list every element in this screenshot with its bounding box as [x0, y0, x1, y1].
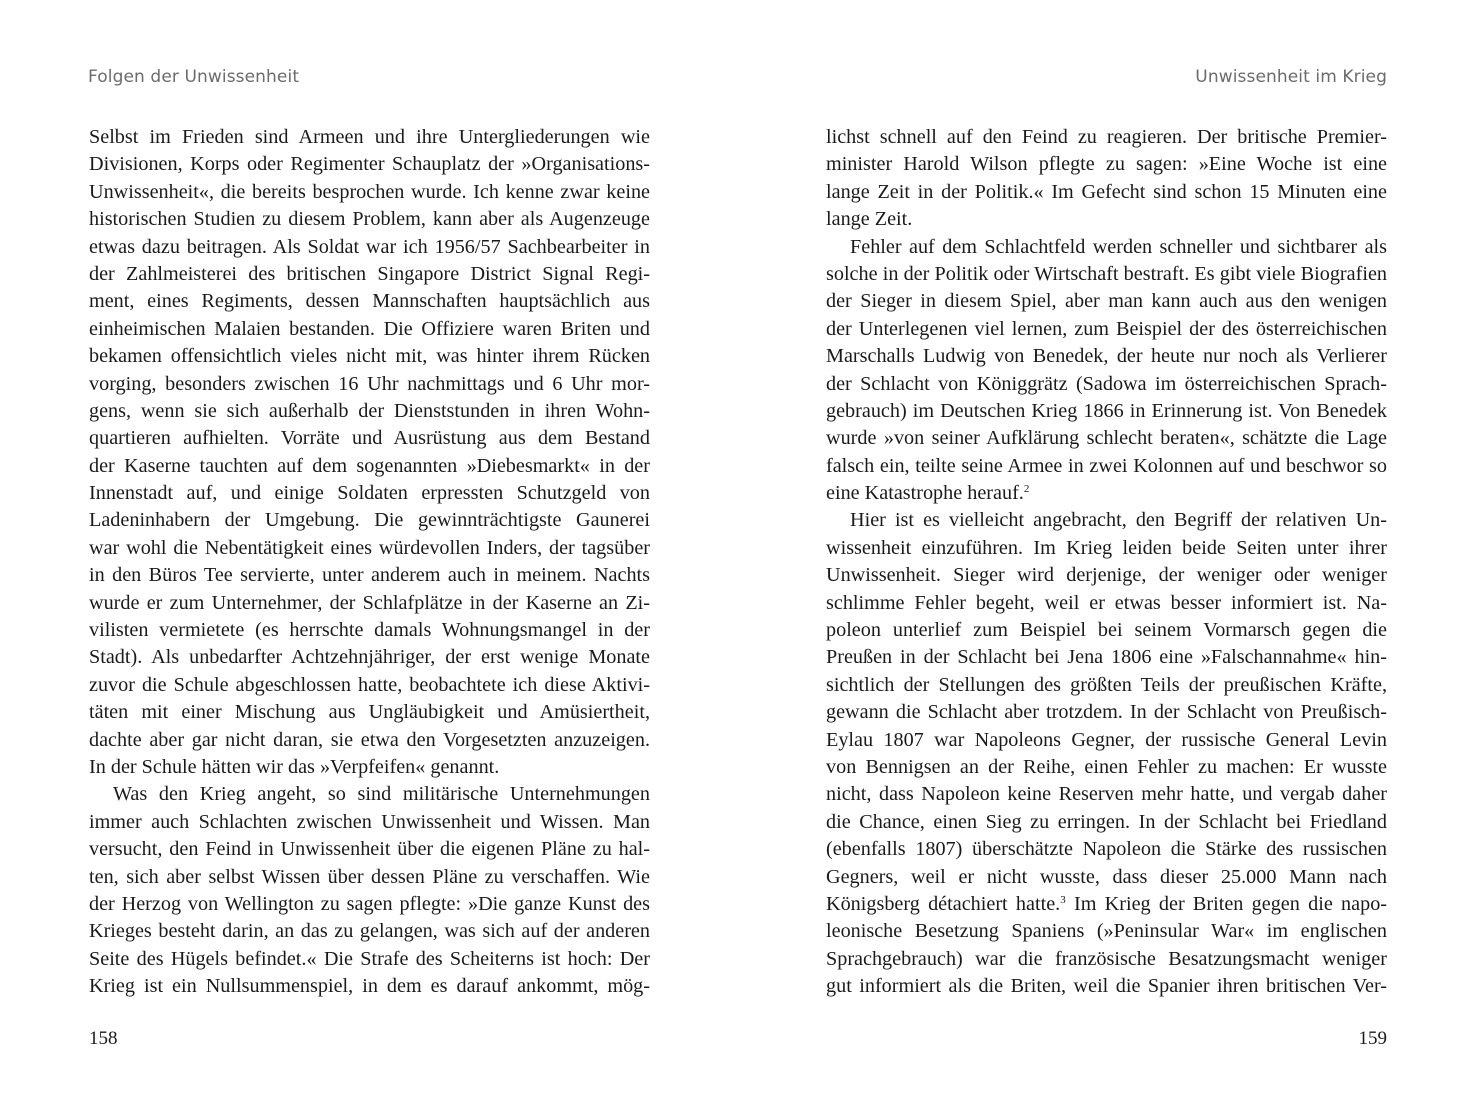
text-line: wurde er zum Unternehmer, der Schlafplätze in der Kaserne an Zi-: [89, 591, 650, 614]
text-line: (ebenfalls 1807) überschätzte Napoleon die Stärke des russischen: [826, 838, 1387, 861]
right-page: [738, 0, 1476, 1104]
text-line: lange Zeit in der Politik.« Im Gefecht sind schon 15 Minuten eine: [826, 180, 1387, 203]
text-line: Seite des Hügels befindet.« Die Strafe des Scheiterns ist hoch: Der: [89, 947, 650, 970]
text-line: täten mit einer Mischung aus Ungläubigkeit und Amüsiertheit,: [89, 701, 650, 724]
text-line: In der Schule hätten wir das »Verpfeifen« genannt.: [89, 755, 500, 778]
text-line: Unwissenheit. Sieger wird derjenige, der weniger oder weniger: [826, 564, 1387, 587]
text-line: Stadt). Als unbedarfter Achtzehnjähriger, der erst wenige Monate: [89, 646, 650, 669]
text-line: gut informiert als die Briten, weil die Spanier ihren britischen Ver-: [826, 975, 1387, 998]
text-line: versucht, den Feind in Unwissenheit über die eigenen Pläne zu hal-: [89, 838, 650, 861]
text-line: ten, sich aber selbst Wissen über dessen Pläne zu verschaffen. Wie: [89, 865, 650, 888]
text-line: lichst schnell auf den Feind zu reagieren. Der britische Premier-: [826, 126, 1387, 148]
text-span: eine Katastrophe herauf.: [826, 482, 1024, 505]
text-line: zuvor die Schule abgeschlossen hatte, beobachtete ich diese Aktivi-: [89, 673, 650, 696]
text-line: schlimme Fehler begeht, weil er etwas besser informiert ist. Na-: [826, 591, 1387, 614]
text-line: immer auch Schlachten zwischen Unwissenheit und Wissen. Man: [89, 810, 650, 833]
text-line: Divisionen, Korps oder Regimenter Schauplatz der »Organisations-: [89, 153, 650, 176]
text-line: Selbst im Frieden sind Armeen und ihre Untergliederungen wie: [89, 126, 650, 148]
page-number: 158: [89, 1028, 118, 1049]
running-head: Folgen der Unwissenheit: [88, 67, 300, 87]
text-line: gens, wenn sie sich außerhalb der Dienststunden in ihren Wohn-: [89, 399, 650, 422]
text-line: gewann die Schlacht aber trotzdem. In der Schlacht von Preußisch-: [826, 701, 1387, 724]
text-line: in den Büros Tee servierte, unter anderem auch in meinem. Nachts: [89, 564, 650, 587]
text-line: [826, 480, 1387, 507]
body-text: [89, 124, 650, 1001]
text-line: bekamen offensichtlich vieles nicht mit, was hinter ihrem Rücken: [89, 345, 650, 368]
text-line: der Kaserne tauchten auf dem sogenannten »Diebesmarkt« in der: [89, 454, 650, 477]
footnote-marker[interactable]: 3: [1060, 893, 1066, 906]
text-line: wissenheit einzuführen. Im Krieg leiden beide Seiten unter ihrer: [826, 536, 1387, 559]
text-line: der Unterlegenen viel lernen, zum Beispiel der des österreichischen: [826, 317, 1387, 340]
text-line: Was den Krieg angeht, so sind militärische Unternehmungen: [113, 783, 650, 806]
text-line: der Sieger in diesem Spiel, aber man kann auch aus den wenigen: [826, 290, 1387, 313]
text-line: dachte aber gar nicht daran, sie etwa den Vorgesetzten anzuzeigen.: [89, 728, 650, 751]
text-line: historischen Studien zu diesem Problem, kann aber als Augenzeuge: [89, 208, 650, 231]
page-number: 159: [1358, 1028, 1387, 1049]
text-line: vilisten vermietete (es herrschte damals Wohnungsmangel in der: [89, 619, 650, 642]
text-line: Innenstadt auf, und einige Soldaten erpressten Schutzgeld von: [89, 482, 650, 505]
text-line: Hier ist es vielleicht angebracht, den Begriff der relativen Un-: [850, 509, 1387, 532]
text-line: leonische Besetzung Spaniens (»Peninsular War« im englischen: [826, 920, 1387, 943]
text-line: einheimischen Malaien bestanden. Die Offiziere waren Briten und: [89, 317, 650, 340]
text-line: Ladeninhabern der Umgebung. Die gewinnträchtigste Gaunerei: [89, 509, 650, 532]
text-line: der Schlacht von Königgrätz (Sadowa im österreichischen Sprach-: [826, 372, 1387, 395]
text-line: ment, eines Regiments, dessen Mannschaften hauptsächlich aus: [89, 290, 650, 313]
text-line: lange Zeit.: [826, 208, 913, 231]
text-line: war wohl die Nebentätigkeit eines würdevollen Inders, der tagsüber: [89, 536, 650, 559]
text-line: sichtlich der Stellungen des größten Teils der preußischen Kräfte,: [826, 673, 1387, 696]
text-line: Sprachgebrauch) war die französische Besatzungsmacht weniger: [826, 947, 1387, 970]
text-line: vorging, besonders zwischen 16 Uhr nachmittags und 6 Uhr mor-: [89, 372, 650, 395]
text-span: Königsberg détachiert hatte.: [826, 892, 1061, 915]
footnote-marker[interactable]: 2: [1023, 483, 1030, 496]
text-line: minister Harold Wilson pflegte zu sagen: »Eine Woche ist eine: [826, 153, 1387, 176]
text-line: Marschalls Ludwig von Benedek, der heute nur noch als Verlierer: [826, 345, 1387, 368]
body-text: [826, 124, 1387, 1001]
text-line: etwas dazu beitragen. Als Soldat war ich 1956/57 Sachbearbeiter in: [89, 235, 650, 258]
text-line: die Chance, einen Sieg zu erringen. In der Schlacht bei Friedland: [826, 810, 1387, 833]
text-line: Krieg ist ein Nullsummenspiel, in dem es darauf ankommt, mög-: [89, 975, 650, 998]
text-line: Unwissenheit«, die bereits besprochen wurde. Ich kenne zwar keine: [89, 180, 650, 203]
text-line: von Bennigsen an der Reihe, einen Fehler zu machen: Er wusste: [826, 755, 1387, 778]
text-span: Im Krieg der Briten gegen die napo-: [1073, 892, 1388, 915]
text-line: gebrauch) im Deutschen Krieg 1866 in Erinnerung ist. Von Benedek: [826, 399, 1387, 422]
text-line: Gegners, weil er nicht wusste, dass dieser 25.000 Mann nach: [826, 865, 1387, 888]
text-line: der Herzog von Wellington zu sagen pflegte: »Die ganze Kunst des: [89, 892, 650, 915]
text-line: nicht, dass Napoleon keine Reserven mehr hatte, und vergab daher: [826, 783, 1387, 806]
text-line: poleon unterlief zum Beispiel bei seinem Vormarsch gegen die: [826, 619, 1387, 642]
text-line: wurde »von seiner Aufklärung schlecht beraten«, schätzte die Lage: [826, 427, 1387, 450]
text-line: Eylau 1807 war Napoleons Gegner, der russische General Levin: [826, 728, 1387, 751]
text-line: falsch ein, teilte seine Armee in zwei Kolonnen auf und beschwor so: [826, 454, 1387, 477]
text-line: Fehler auf dem Schlachtfeld werden schneller und sichtbarer als: [850, 235, 1387, 258]
text-line: solche in der Politik oder Wirtschaft bestraft. Es gibt viele Biografien: [826, 262, 1387, 285]
running-head: Unwissenheit im Krieg: [1195, 67, 1387, 87]
text-line: quartieren aufhielten. Vorräte und Ausrüstung aus dem Bestand: [89, 427, 650, 450]
text-line: der Zahlmeisterei des britischen Singapore District Signal Regi-: [89, 262, 650, 285]
text-line: Krieges besteht darin, an das zu gelangen, was sich auf der anderen: [89, 920, 650, 943]
text-line: [826, 891, 1387, 918]
text-line: Preußen in der Schlacht bei Jena 1806 eine »Falschannahme« hin-: [826, 646, 1387, 669]
